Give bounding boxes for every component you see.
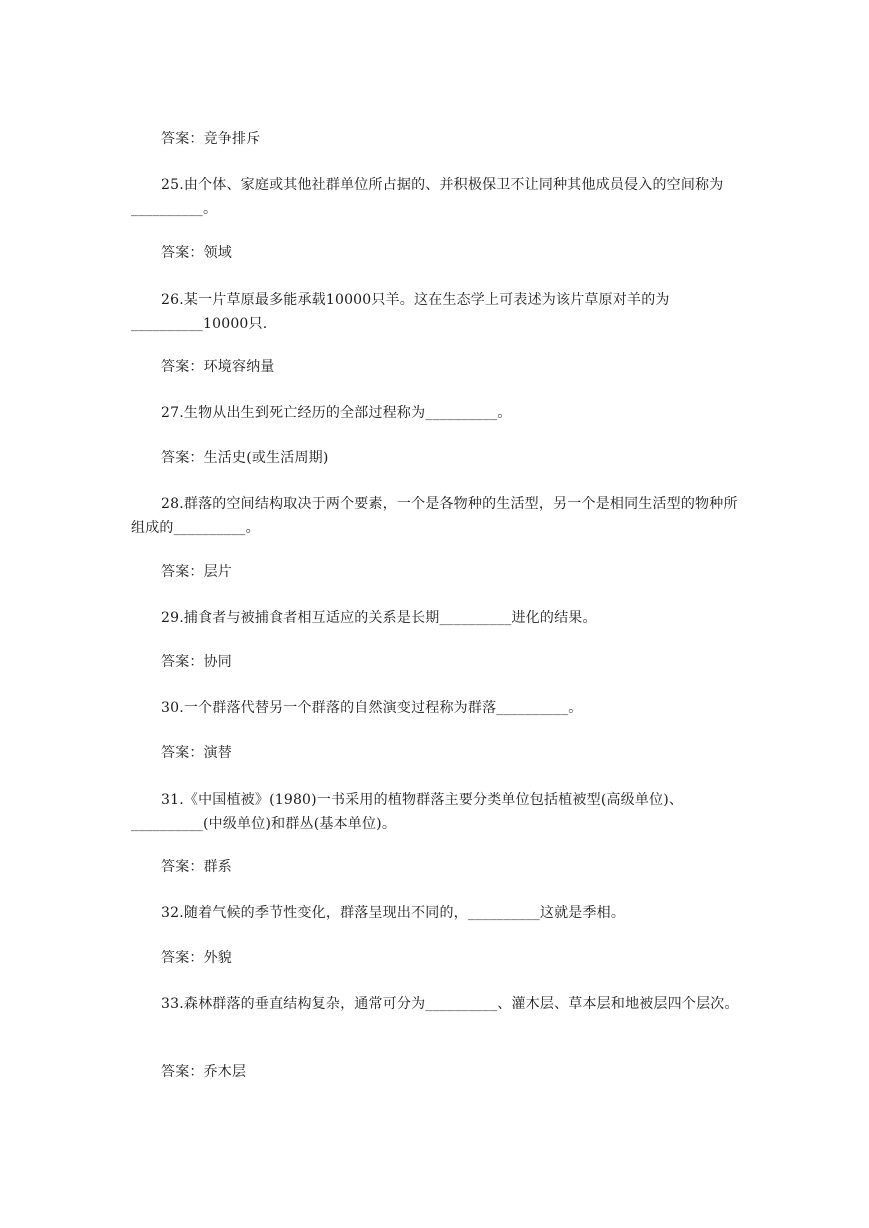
question-text: 31.《中国植被》(1980)一书采用的植物群落主要分类单位包括植被型(高级单位)、__________(中级单位)和群丛(基本单位)。: [131, 792, 684, 832]
question-text: 29.捕食者与被捕食者相互适应的关系是长期__________进化的结果。: [161, 610, 597, 626]
question-text: 26.某一片草原最多能承载10000只羊。这在生态学上可表述为该片草原对羊的为__________10000只.: [131, 292, 670, 332]
answer-text: 答案：竞争排斥: [161, 131, 261, 147]
answer-text: 答案：外貌: [161, 950, 232, 966]
answer-text: 答案：生活史(或生活周期): [161, 450, 329, 466]
question-text: 32.随着气候的季节性变化，群落呈现出不同的，__________这就是季相。: [161, 905, 626, 921]
answer-text: 答案：乔木层: [161, 1064, 247, 1080]
question-text: 33.森林群落的垂直结构复杂，通常可分为__________、灌木层、草本层和地被层四个层次。: [161, 996, 739, 1012]
answer-text: 答案：环境容纳量: [161, 359, 275, 375]
answer-text: 答案：群系: [161, 859, 232, 875]
answer-text: 答案：演替: [161, 745, 232, 761]
question-text: 30.一个群落代替另一个群落的自然演变过程称为群落__________。: [161, 700, 583, 716]
answer-text: 答案：层片: [161, 564, 232, 580]
answer-text: 答案：协同: [161, 654, 232, 670]
question-text: 28.群落的空间结构取决于两个要素，一个是各物种的生活型，另一个是相同生活型的物种所组成的__________。: [131, 496, 738, 536]
answer-text: 答案：领域: [161, 245, 232, 261]
question-text: 27.生物从出生到死亡经历的全部过程称为__________。: [161, 405, 512, 421]
question-text: 25.由个体、家庭或其他社群单位所占据的、并积极保卫不让同种其他成员侵入的空间称为__________。: [131, 177, 724, 217]
